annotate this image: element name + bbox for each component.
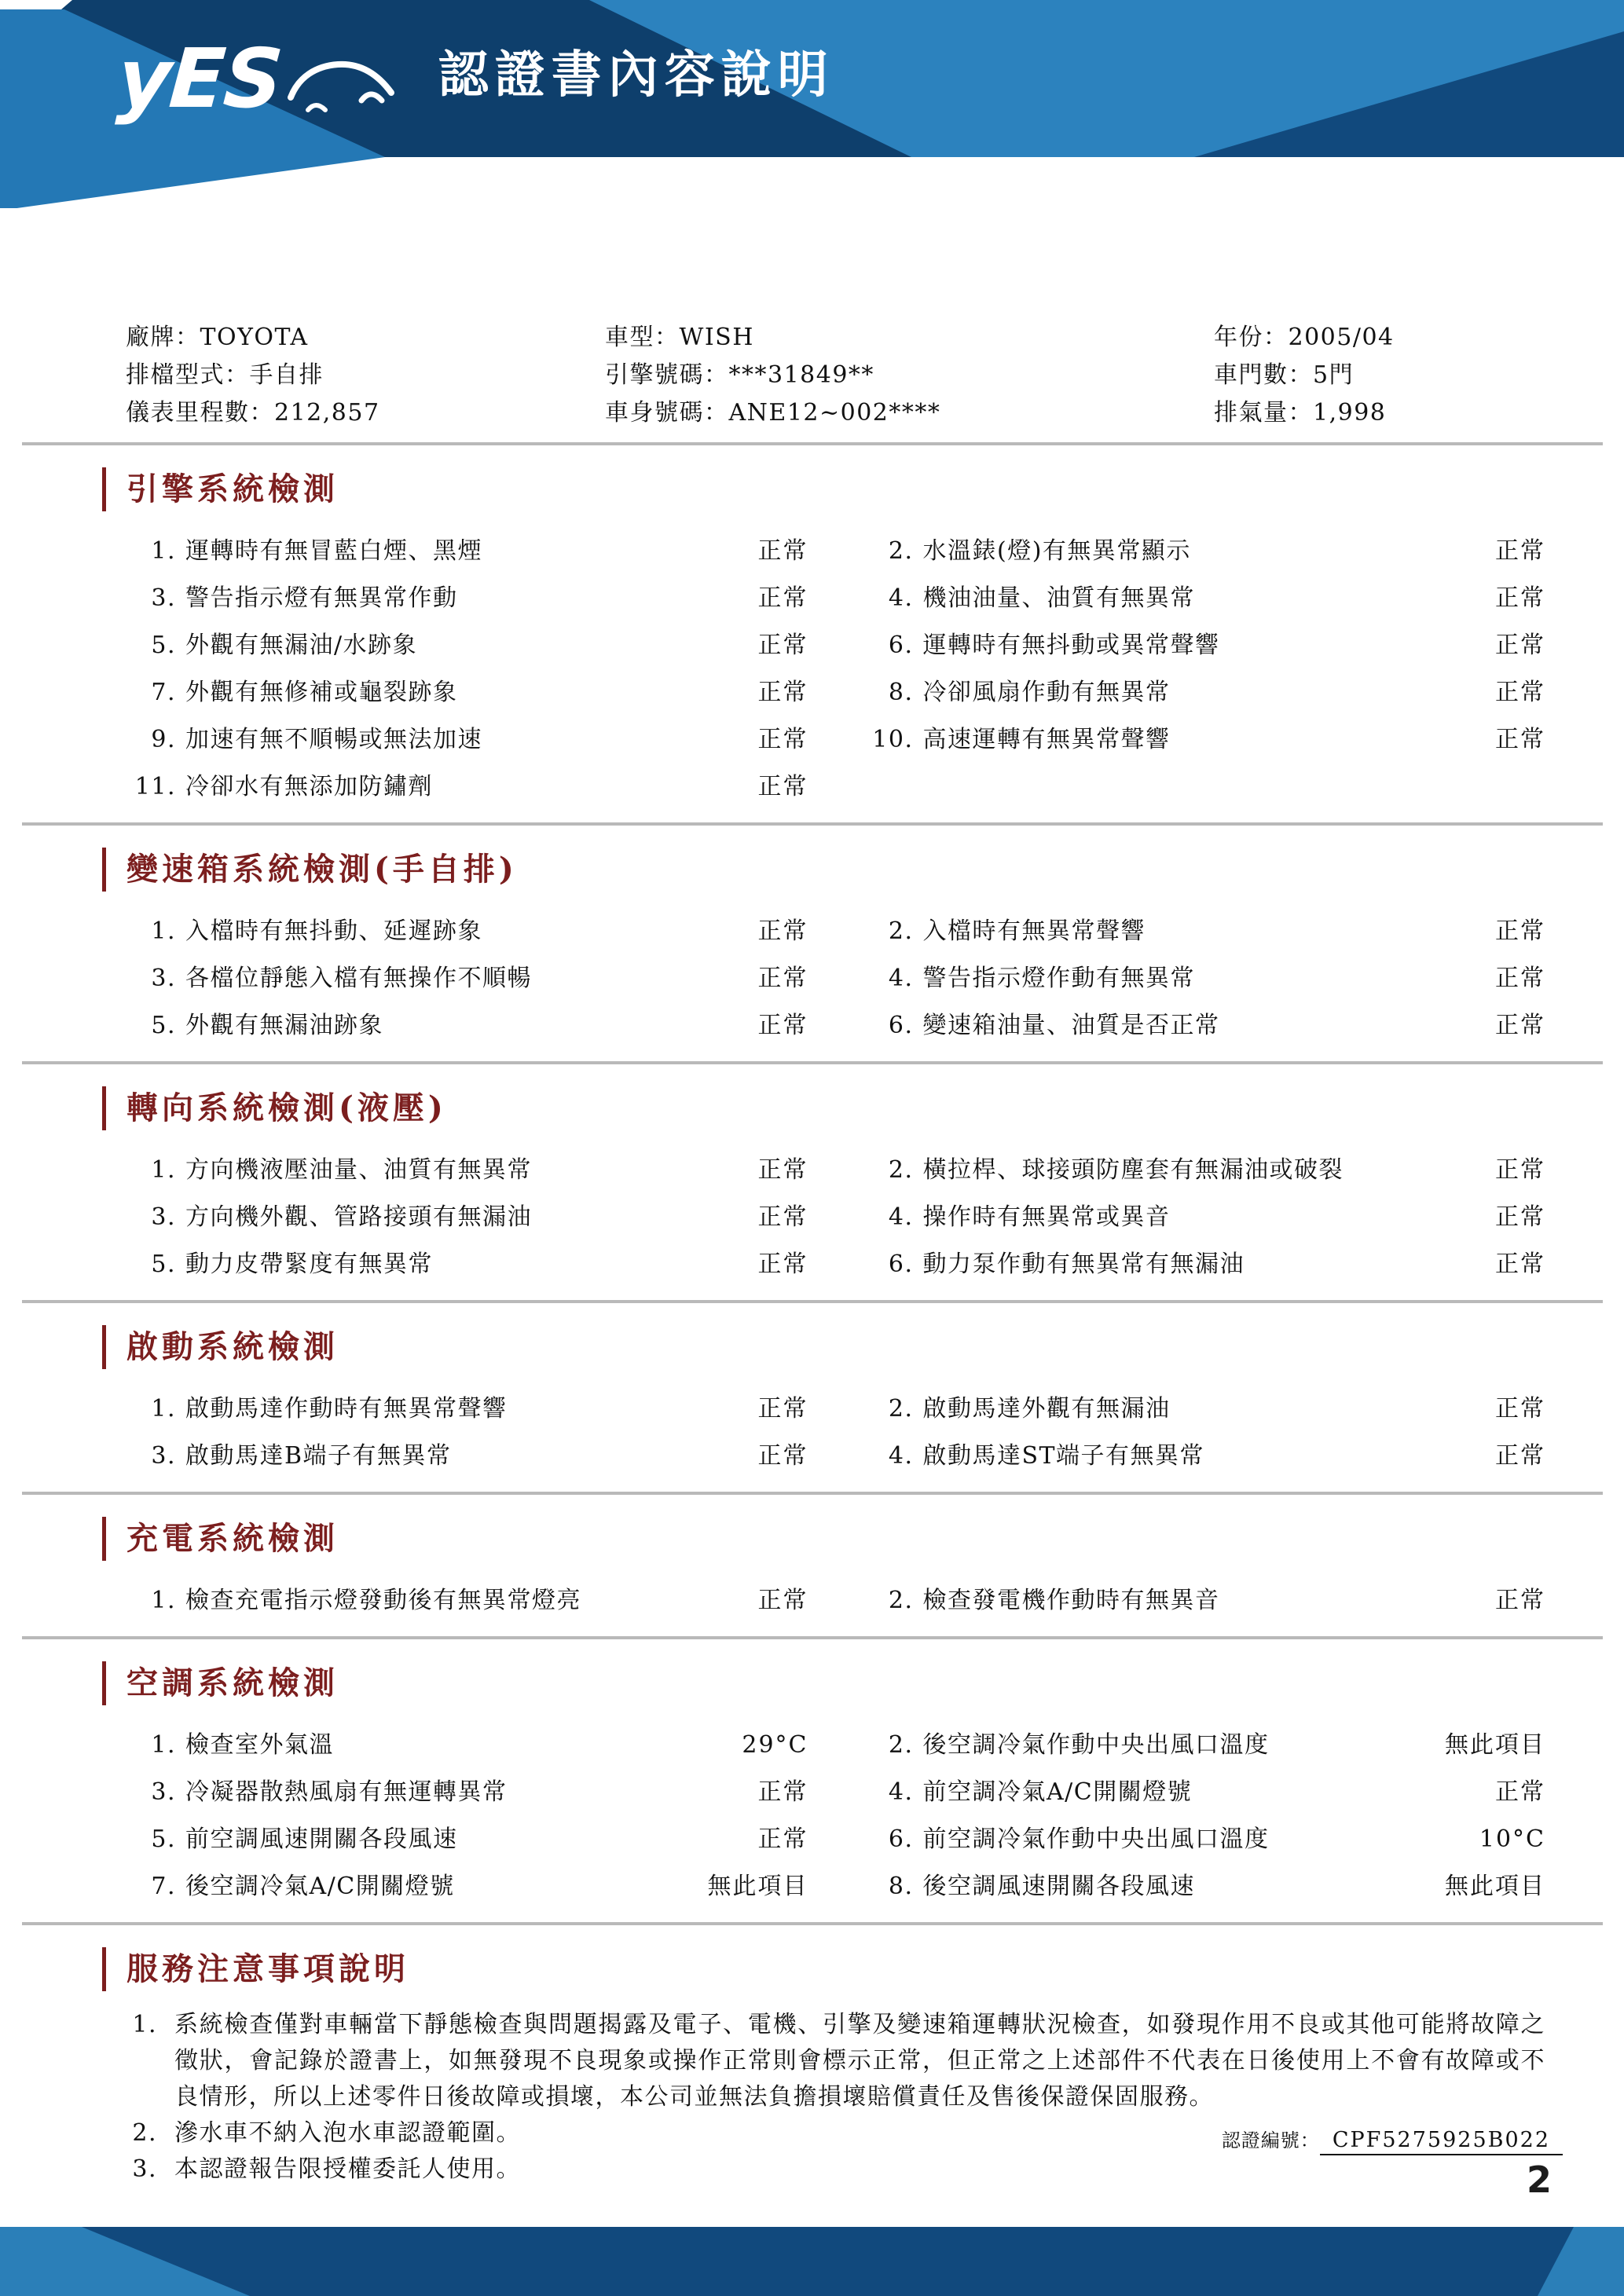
service-notes-heading [102, 1947, 1545, 1991]
inspection-item [863, 1779, 1546, 1806]
inspection-item [863, 632, 1546, 659]
item-label: 橫拉桿、球接頭防塵套有無漏油或破裂 [922, 1156, 1344, 1184]
document-body [0, 324, 1624, 2188]
item-label: 外觀有無漏油/水跡象 [185, 632, 418, 659]
item-number: 5. [151, 1825, 176, 1853]
item-number: 10. [872, 726, 914, 753]
item-number: 4. [888, 1203, 914, 1231]
item-status: 正常 [757, 1442, 808, 1470]
divider [22, 1636, 1603, 1639]
service-notes-list [102, 2007, 1545, 2188]
item-status: 正常 [1495, 965, 1545, 992]
item-number: 2. [888, 1731, 914, 1759]
info-value: 2005/04 [1288, 324, 1395, 351]
heading-bar [102, 1517, 106, 1561]
item-number: 5. [151, 632, 176, 659]
heading-bar [102, 848, 106, 892]
inspection-item [863, 727, 1546, 753]
section-title: 引擎系統檢測 [126, 471, 339, 507]
item-number: 6. [888, 1825, 914, 1853]
item-label: 啟動馬達外觀有無漏油 [922, 1395, 1171, 1423]
info-label: 引擎號碼： [605, 361, 729, 389]
item-label: 前空調冷氣A/C開關燈號 [922, 1778, 1193, 1806]
yes-logo-text: yES [114, 31, 285, 126]
item-status: 正常 [1495, 537, 1545, 565]
inspection-item [126, 965, 808, 992]
item-status: 正常 [757, 1825, 808, 1853]
item-number: 5. [151, 1012, 176, 1039]
item-number: 3. [151, 1203, 176, 1231]
info-value: ***31849** [728, 361, 874, 389]
item-number: 6. [888, 632, 914, 659]
inspection-item [863, 1251, 1546, 1278]
page-header [0, 0, 1624, 208]
item-status: 正常 [1495, 1156, 1545, 1184]
inspection-item [126, 1251, 808, 1278]
section-heading [102, 1325, 1545, 1369]
inspection-item [126, 679, 808, 706]
section-heading [102, 1517, 1545, 1561]
item-status: 正常 [1495, 1251, 1545, 1278]
divider [22, 1492, 1603, 1495]
section-title: 啟動系統檢測 [126, 1328, 339, 1365]
info-value: WISH [679, 324, 754, 351]
item-number: 2. [888, 1587, 914, 1614]
item-label: 入檔時有無抖動、延遲跡象 [185, 917, 482, 945]
note-text: 本認證報告限授權委託人使用。 [174, 2155, 521, 2183]
item-number: 2. [888, 1395, 914, 1423]
item-status: 正常 [1495, 584, 1545, 612]
item-label: 外觀有無漏油跡象 [185, 1012, 383, 1039]
item-status: 正常 [757, 679, 808, 706]
item-status: 正常 [757, 917, 808, 945]
item-label: 後空調風速開關各段風速 [922, 1873, 1195, 1900]
item-number: 8. [888, 679, 914, 706]
item-status: 正常 [1495, 1203, 1545, 1231]
item-status: 正常 [757, 1156, 808, 1184]
inspection-item [126, 1157, 808, 1184]
item-number: 4. [888, 1442, 914, 1470]
footer-background-graphic [0, 2227, 1624, 2296]
inspection-item [863, 538, 1546, 565]
item-label: 入檔時有無異常聲響 [922, 917, 1146, 945]
inspection-item [126, 1873, 808, 1900]
item-status: 正常 [1495, 1395, 1545, 1423]
item-number: 3. [151, 1778, 176, 1806]
inspection-section [102, 467, 1545, 826]
info-label: 儀表里程數： [126, 399, 274, 427]
item-number: 1. [151, 1395, 176, 1423]
item-status: 正常 [757, 584, 808, 612]
item-label: 各檔位靜態入檔有無操作不順暢 [185, 965, 532, 992]
item-number: 4. [888, 584, 914, 612]
inspection-item [863, 1732, 1546, 1759]
item-number: 2. [888, 1156, 914, 1184]
divider [22, 1061, 1603, 1064]
item-label: 操作時有無異常或異音 [922, 1203, 1171, 1231]
inspection-item [126, 1013, 808, 1039]
item-number: 4. [888, 1778, 914, 1806]
item-status: 29°C [742, 1731, 808, 1759]
item-label: 外觀有無修補或龜裂跡象 [185, 679, 458, 706]
item-number: 2. [888, 537, 914, 565]
header-content [114, 31, 834, 126]
note-item [126, 2151, 1545, 2188]
item-number: 8. [888, 1873, 914, 1900]
inspection-item [126, 918, 808, 945]
item-label: 高速運轉有無異常聲響 [922, 726, 1171, 753]
item-status: 正常 [757, 1587, 808, 1614]
inspection-section [102, 1661, 1545, 1925]
divider [22, 1300, 1603, 1303]
item-status: 正常 [1495, 917, 1545, 945]
divider [22, 822, 1603, 826]
inspection-item [126, 1732, 808, 1759]
item-label: 檢查室外氣溫 [185, 1731, 334, 1759]
heading-bar [102, 1947, 106, 1991]
item-label: 檢查充電指示燈發動後有無異常燈亮 [185, 1587, 581, 1614]
inspection-item [863, 1873, 1546, 1900]
item-number: 4. [888, 965, 914, 992]
yes-logo [114, 31, 404, 126]
inspection-section [102, 1325, 1545, 1495]
inspection-item [863, 1826, 1546, 1853]
vehicle-info-field [126, 362, 605, 389]
item-label: 加速有無不順暢或無法加速 [185, 726, 482, 753]
section-heading [102, 848, 1545, 892]
note-number: 2. [132, 2119, 157, 2147]
inspection-item [126, 1779, 808, 1806]
item-number: 1. [151, 1156, 176, 1184]
item-status: 正常 [757, 1778, 808, 1806]
info-label: 車身號碼： [605, 399, 729, 427]
item-label: 後空調冷氣作動中央出風口溫度 [922, 1731, 1270, 1759]
item-number: 9. [151, 726, 176, 753]
item-status: 正常 [1495, 1012, 1545, 1039]
item-number: 5. [151, 1251, 176, 1278]
note-text: 系統檢查僅對車輛當下靜態檢查與問題揭露及電子、電機、引擎及變速箱運轉狀況檢查，如發現作用不良或其他可能將故障之徵狀，會記錄於證書上，如無發現不良現象或操作正常則會標示正常，但正常之上述部件不代表在日後使用上不會有故障或不良情形，所以上述零件日後故障或損壞，本公司並無法負擔損壞賠償責任及售後保證保固服務。 [174, 2011, 1545, 2111]
section-title: 變速箱系統檢測(手自排) [126, 851, 518, 888]
inspection-item [863, 1443, 1546, 1470]
item-label: 警告指示燈有無異常作動 [185, 584, 458, 612]
note-text: 滲水車不納入泡水車認證範圍。 [174, 2119, 521, 2147]
vehicle-info-field [1214, 400, 1545, 427]
section-items [102, 1396, 1545, 1470]
section-items [102, 1587, 1545, 1614]
item-status: 正常 [1495, 632, 1545, 659]
item-number: 2. [888, 917, 914, 945]
item-status: 正常 [1495, 679, 1545, 706]
inspection-item [863, 918, 1546, 945]
item-label: 啟動馬達ST端子有無異常 [922, 1442, 1205, 1470]
item-number: 1. [151, 1587, 176, 1614]
note-number: 1. [132, 2011, 157, 2038]
item-status: 正常 [1495, 1778, 1545, 1806]
page-title: 認證書內容說明 [438, 46, 834, 104]
inspection-sections [102, 467, 1545, 1925]
item-label: 方向機液壓油量、油質有無異常 [185, 1156, 532, 1184]
item-status: 正常 [1495, 1442, 1545, 1470]
info-label: 排氣量： [1214, 399, 1313, 427]
section-heading [102, 1661, 1545, 1705]
item-label: 冷凝器散熱風扇有無運轉異常 [185, 1778, 508, 1806]
item-label: 變速箱油量、油質是否正常 [922, 1012, 1220, 1039]
item-status: 正常 [757, 537, 808, 565]
info-label: 年份： [1214, 324, 1289, 351]
divider [22, 442, 1603, 445]
vehicle-info-grid [102, 324, 1545, 427]
item-label: 警告指示燈作動有無異常 [922, 965, 1195, 992]
inspection-item [126, 1826, 808, 1853]
info-value: 212,857 [274, 399, 380, 427]
item-number: 3. [151, 584, 176, 612]
section-items [102, 1157, 1545, 1278]
item-label: 水溫錶(燈)有無異常顯示 [922, 537, 1191, 565]
heading-bar [102, 1086, 106, 1130]
inspection-item [863, 1013, 1546, 1039]
vehicle-info-field [1214, 324, 1545, 351]
item-number: 6. [888, 1251, 914, 1278]
item-number: 6. [888, 1012, 914, 1039]
item-label: 檢查發電機作動時有無異音 [922, 1587, 1220, 1614]
item-label: 前空調風速開關各段風速 [185, 1825, 458, 1853]
item-label: 運轉時有無冒藍白煙、黑煙 [185, 537, 482, 565]
inspection-item [863, 1396, 1546, 1423]
section-title: 空調系統檢測 [126, 1664, 339, 1701]
note-item [126, 2007, 1545, 2115]
vehicle-info-field [605, 362, 1214, 389]
section-title: 轉向系統檢測(液壓) [126, 1089, 447, 1126]
inspection-item [126, 538, 808, 565]
inspection-item [126, 774, 808, 800]
item-status: 無此項目 [707, 1873, 808, 1900]
info-label: 車型： [605, 324, 680, 351]
item-label: 後空調冷氣A/C開關燈號 [185, 1873, 455, 1900]
section-items [102, 538, 1545, 800]
service-notes-title: 服務注意事項說明 [126, 1950, 409, 1987]
section-items [102, 1732, 1545, 1900]
inspection-item [863, 965, 1546, 992]
section-heading [102, 467, 1545, 511]
item-status: 正常 [1495, 726, 1545, 753]
note-number: 3. [132, 2155, 157, 2183]
inspection-item [863, 1204, 1546, 1231]
item-number: 7. [151, 1873, 176, 1900]
item-status: 正常 [1495, 1587, 1545, 1614]
certificate-number-value: CPF5275925B022 [1320, 2128, 1563, 2155]
item-label: 動力皮帶緊度有無異常 [185, 1251, 433, 1278]
item-status: 無此項目 [1445, 1873, 1545, 1900]
info-label: 排檔型式： [126, 361, 250, 389]
item-status: 正常 [757, 1012, 808, 1039]
info-value: 5門 [1313, 361, 1355, 389]
item-status: 正常 [757, 773, 808, 800]
page-number: 2 [1526, 2159, 1552, 2201]
info-label: 廠牌： [126, 324, 200, 351]
section-items [102, 918, 1545, 1039]
item-label: 運轉時有無抖動或異常聲響 [922, 632, 1220, 659]
certificate-number-label: 認證編號： [1221, 2129, 1320, 2151]
inspection-section [102, 848, 1545, 1064]
inspection-item [863, 1157, 1546, 1184]
item-status: 10°C [1479, 1825, 1545, 1853]
inspection-item [863, 585, 1546, 612]
item-label: 機油油量、油質有無異常 [922, 584, 1195, 612]
inspection-item [126, 1396, 808, 1423]
item-number: 1. [151, 537, 176, 565]
vehicle-info-field [126, 324, 605, 351]
info-value: 1,998 [1313, 399, 1387, 427]
inspection-item [126, 632, 808, 659]
inspection-item [863, 679, 1546, 706]
vehicle-info-field [605, 324, 1214, 351]
item-number: 1. [151, 1731, 176, 1759]
certificate-number-line [1222, 2125, 1563, 2152]
item-label: 啟動馬達作動時有無異常聲響 [185, 1395, 508, 1423]
item-number: 1. [151, 917, 176, 945]
section-heading [102, 1086, 1545, 1130]
item-status: 正常 [757, 632, 808, 659]
item-status: 正常 [757, 1203, 808, 1231]
item-label: 動力泵作動有無異常有無漏油 [922, 1251, 1245, 1278]
inspection-section [102, 1517, 1545, 1639]
item-status: 正常 [757, 726, 808, 753]
divider [22, 1922, 1603, 1925]
item-number: 11. [134, 773, 176, 800]
info-value: 手自排 [249, 361, 324, 389]
item-label: 啟動馬達B端子有無異常 [185, 1442, 452, 1470]
vehicle-info-field [1214, 362, 1545, 389]
item-label: 冷卻風扇作動有無異常 [922, 679, 1171, 706]
inspection-item [126, 1443, 808, 1470]
item-status: 無此項目 [1445, 1731, 1545, 1759]
car-outline-icon [286, 55, 404, 116]
item-number: 3. [151, 1442, 176, 1470]
section-title: 充電系統檢測 [126, 1520, 339, 1557]
inspection-item [126, 1204, 808, 1231]
info-value: ANE12~002**** [728, 399, 941, 427]
item-number: 7. [151, 679, 176, 706]
info-label: 車門數： [1214, 361, 1313, 389]
item-status: 正常 [757, 1395, 808, 1423]
item-label: 方向機外觀、管路接頭有無漏油 [185, 1203, 532, 1231]
inspection-item [126, 727, 808, 753]
heading-bar [102, 467, 106, 511]
vehicle-info-field [605, 400, 1214, 427]
inspection-item [126, 585, 808, 612]
info-value: TOYOTA [200, 324, 309, 351]
inspection-item [126, 1587, 808, 1614]
item-number: 3. [151, 965, 176, 992]
heading-bar [102, 1661, 106, 1705]
item-status: 正常 [757, 1251, 808, 1278]
item-status: 正常 [757, 965, 808, 992]
vehicle-info-field [126, 400, 605, 427]
inspection-section [102, 1086, 1545, 1303]
inspection-item [863, 1587, 1546, 1614]
heading-bar [102, 1325, 106, 1369]
item-label: 冷卻水有無添加防鏽劑 [185, 773, 433, 800]
item-label: 前空調冷氣作動中央出風口溫度 [922, 1825, 1270, 1853]
